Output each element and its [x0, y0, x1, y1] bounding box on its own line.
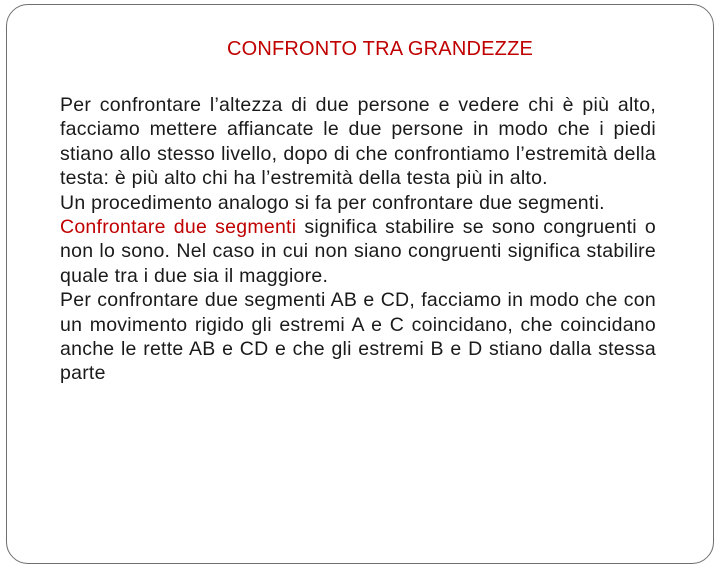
definition-text: significa stabilire se sono congruenti o non lo sono. Nel caso in cui non siano congruenti significa stabilire quale tra i due sia il maggiore. — [60, 216, 657, 287]
paragraph-procedure: Per confrontare due segmenti AB e CD, facciamo in modo che con un movimento rigido gli estremi A e C coincidano, che coincidano anche le rette AB e CD e che gli estremi B e D stiano dalla stessa parte — [60, 289, 656, 385]
paragraph-definition — [60, 215, 656, 288]
highlighted-term: Confrontare due segmenti — [60, 216, 297, 239]
paragraph-heights: Per confrontare l’altezza di due persone e vedere chi è più alto, facciamo mettere affiancate le due persone in modo che i piedi stiano allo stesso livello, dopo di che confrontiamo l’estremità della testa: è più alto chi ha l’estremità della testa più in alto. — [60, 94, 656, 190]
slide-title: CONFRONTO TRA GRANDEZZE — [226, 38, 534, 60]
slide-body — [60, 93, 656, 386]
paragraph-analogy: Un procedimento analogo si fa per confrontare due segmenti. — [60, 191, 605, 214]
